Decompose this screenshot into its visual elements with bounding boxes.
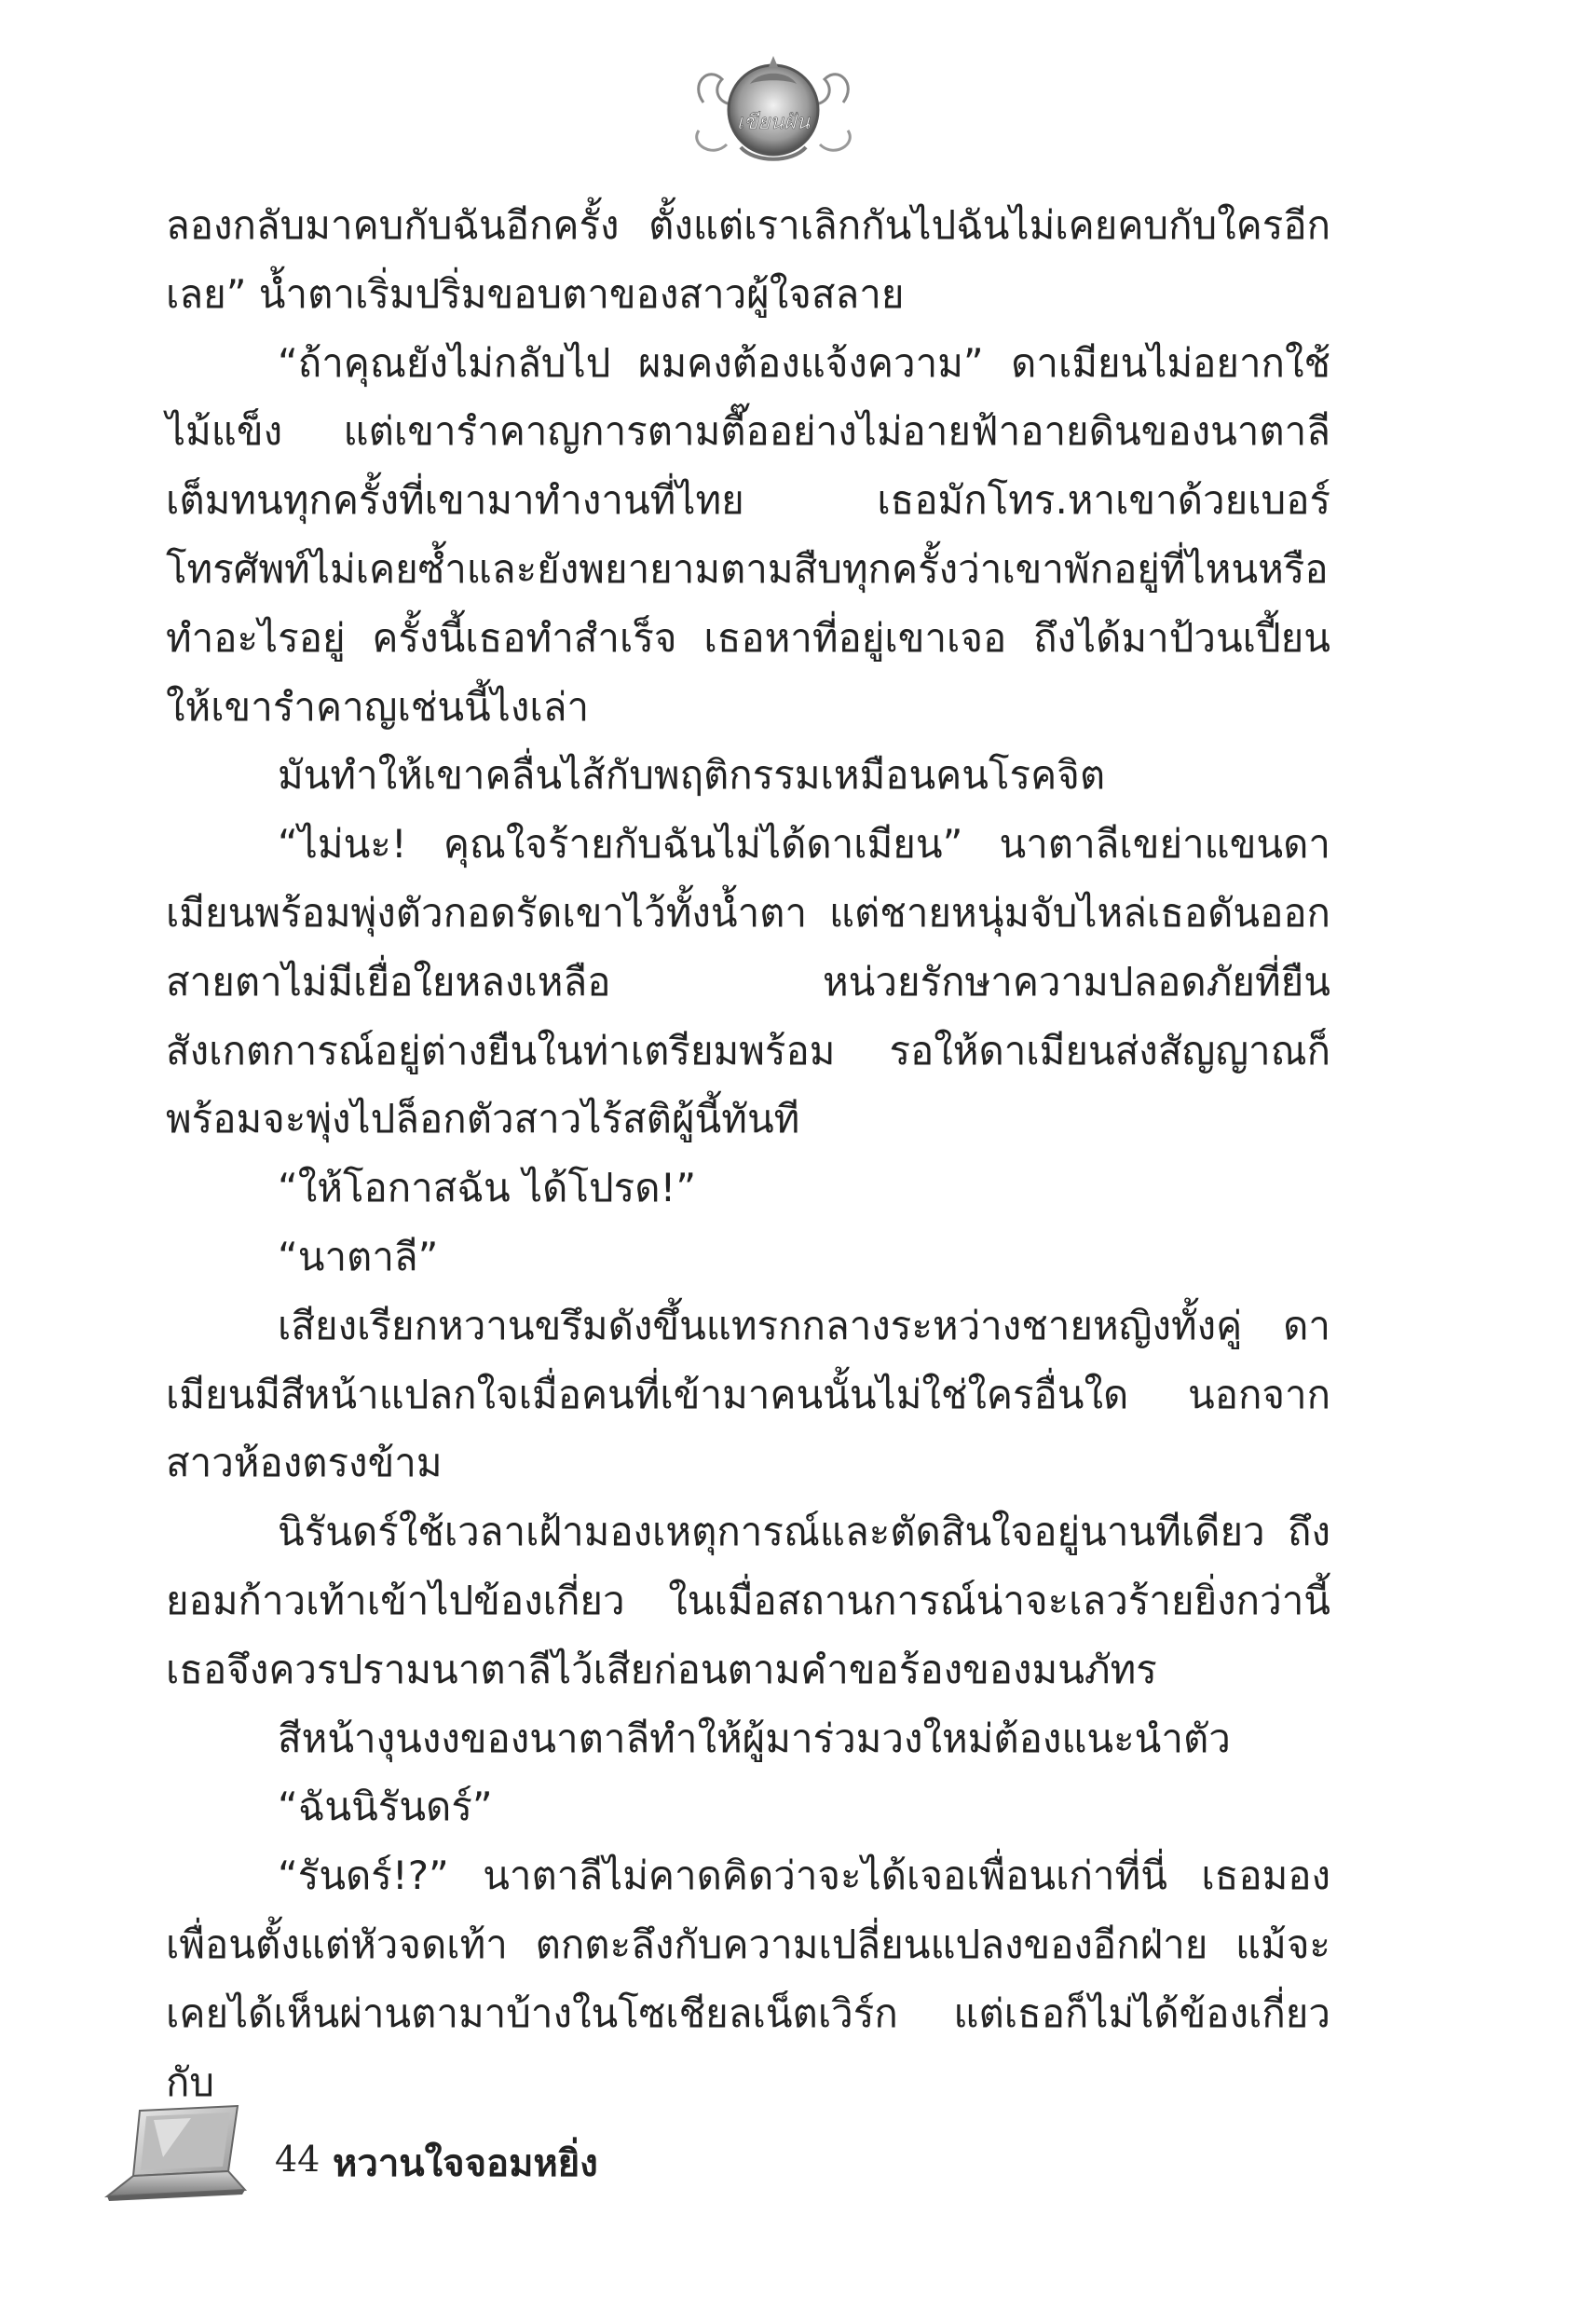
paragraph-11: “รันดร์!?” นาตาลีไม่คาดคิดว่าจะได้เจอเพื่อนเก่าที่นี่ เธอมองเพื่อนตั้งแต่หัวจดเท้า ตกตะลึงกับความเปลี่ยนแปลงของอีกฝ่าย แม้จะเคยได้เห็นผ่านตามาบ้างในโซเชียลเน็ตเวิร์ก แต่เธอก็ไม่ได้ข้องเกี่ยวกับ (166, 1853, 1330, 2105)
paragraph-9: สีหน้างุนงงของนาตาลีทำให้ผู้มาร่วมวงใหม่ต้องแนะนำตัว (278, 1715, 1231, 1761)
paragraph-1: ลองกลับมาคบกับฉันอีกครั้ง ตั้งแต่เราเลิกกันไปฉันไม่เคยคบกับใครอีกเลย” น้ำตาเริ่มปริ่มขอบตาของสาวผู้ใจสลาย (166, 202, 1330, 317)
paragraph-4: “ไม่นะ! คุณใจร้ายกับฉันไม่ได้ดาเมียน” นาตาลีเขย่าแขนดาเมียนพร้อมพุ่งตัวกอดรัดเขาไว้ทั้งน้ำตา แต่ชายหนุ่มจับไหล่เธอดันออก สายตาไม่มีเยื่อใยหลงเหลือ หน่วยรักษาความปลอดภัยที่ยืนสังเกตการณ์อยู่ต่างยืนในท่าเตรียมพร้อม รอให้ดาเมียนส่งสัญญาณก็พร้อมจะพุ่งไปล็อกตัวสาวไร้สติผู้นี้ทันที (166, 821, 1330, 1142)
logo-text: เขียนฝัน (736, 111, 811, 134)
paragraph-5: “ให้โอกาสฉัน ได้โปรด!” (278, 1165, 697, 1211)
book-title: หวานใจจอมหยิ่ง (333, 2142, 598, 2185)
ornate-crest-icon (685, 37, 862, 177)
paragraph-3: มันทำให้เขาคลื่นไส้กับพฤติกรรมเหมือนคนโรคจิต (278, 752, 1106, 799)
body-text (166, 191, 1330, 2116)
paragraph-6: “นาตาลี” (278, 1233, 439, 1279)
header-ornament (685, 37, 862, 177)
paragraph-2: “ถ้าคุณยังไม่กลับไป ผมคงต้องแจ้งความ” ดาเมียนไม่อยากใช้ไม้แข็ง แต่เขารำคาญการตามตื๊ออย่างไม่อายฟ้าอายดินของนาตาลีเต็มทนทุกครั้งที่เขามาทำงานที่ไทย เธอมักโทร.หาเขาด้วยเบอร์โทรศัพท์ไม่เคยซ้ำและยังพยายามตามสืบทุกครั้งว่าเขาพักอยู่ที่ไหนหรือทำอะไรอยู่ ครั้งนี้เธอทำสำเร็จ เธอหาที่อยู่เขาเจอ ถึงได้มาป้วนเปี้ยนให้เขารำคาญเช่นนี้ไงเล่า (166, 339, 1330, 730)
page-number: 44 (275, 2139, 321, 2180)
paragraph-10: “ฉันนิรันดร์” (278, 1784, 493, 1830)
paragraph-8: นิรันดร์ใช้เวลาเฝ้ามองเหตุการณ์และตัดสินใจอยู่นานทีเดียว ถึงยอมก้าวเท้าเข้าไปข้องเกี่ยว ในเมื่อสถานการณ์น่าจะเลวร้ายยิ่งกว่านี้ เธอจึงควรปรามนาตาลีไว้เสียก่อนตามคำขอร้องของมนภัทร (166, 1509, 1330, 1692)
laptop-icon (89, 2101, 247, 2204)
paragraph-7: เสียงเรียกหวานขรึมดังขึ้นแทรกกลางระหว่างชายหญิงทั้งคู่ ดาเมียนมีสีหน้าแปลกใจเมื่อคนที่เข้ามาคนนั้นไม่ใช่ใครอื่นใด นอกจากสาวห้องตรงข้าม (166, 1302, 1330, 1486)
page-footer (89, 2101, 741, 2204)
